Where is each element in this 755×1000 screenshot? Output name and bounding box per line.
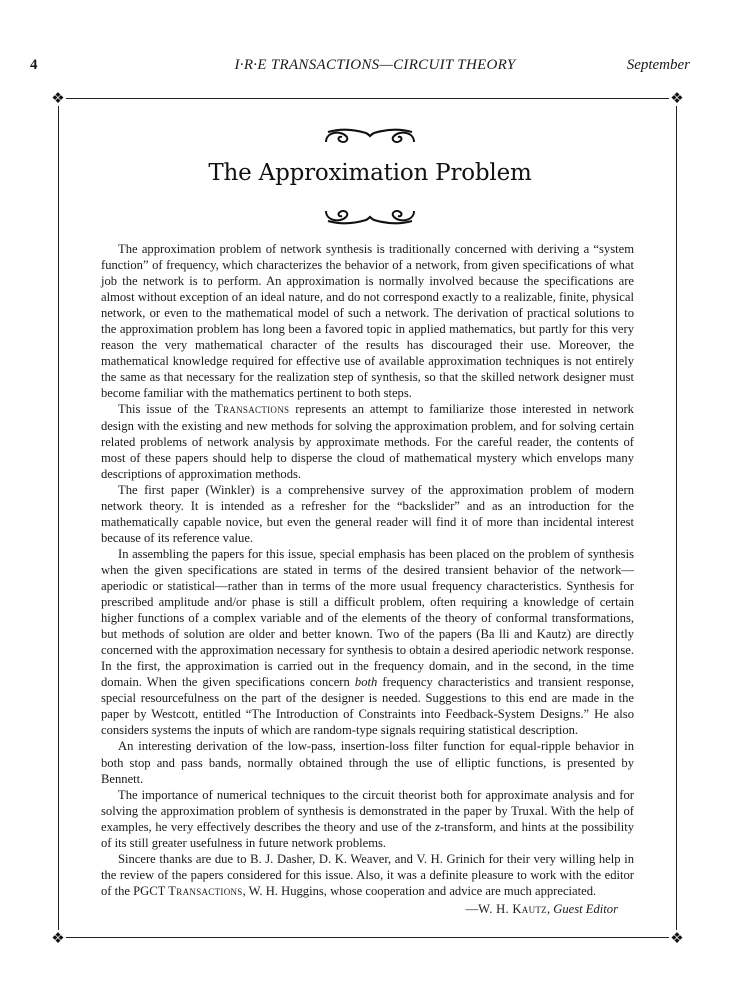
text-segment: frequency characteristics and transient response, special resourcefulness on the part of the designer is needed. Suggestions to this end are made in the paper by Westcott, entitled “The Introduction of Constraints into Feedback-System Designs.” He also considers systems the inputs of which are random-type signals requiring statistical description. [101,675,634,738]
paragraph-intro [101,241,634,401]
journal-name-small-caps: Transactions [215,402,290,417]
paragraph-bennett [101,738,634,786]
journal-name-small-caps: Transactions [168,883,243,898]
scroll-flourish-icon [322,124,418,152]
text-segment: This issue of the [118,402,216,417]
text-segment: An interesting derivation of the low-pass, insertion-loss filter function for equal-ripple behavior in both stop and pass bands, normally obtained through the use of elliptic functions, is presented by Bennett. [101,739,634,786]
paragraph-assembling [101,546,634,739]
article-body [101,241,634,917]
journal-title: I·R·E TRANSACTIONS—CIRCUIT THEORY [234,57,516,73]
text-segment: The first paper (Winkler) is a comprehensive survey of the approximation problem of modern network theory. It is intended as a refresher for the “backslider” and as an introduction for the mathematically capable novice, but even the general reader will find it of more than incidental interest because of its reference value. [101,482,634,545]
emphasis-text: z [434,819,440,834]
signature-dash: — [465,901,479,916]
running-head [30,57,690,77]
paragraph-winkler [101,482,634,546]
text-segment: The importance of numerical techniques to the circuit theorist both for approximate analysis and for solving the approximation problem of synthesis is demonstrated in the paper by Truxal. With the help of examples, he very effectively describes the theory and use of the [101,787,634,834]
article-title: The Approximation Problem [208,160,532,186]
scroll-flourish-icon [322,201,418,229]
text-segment: , W. H. Huggins, whose cooperation and advice are much appreciated. [242,883,597,898]
diamond-flourish-icon: ❖ [51,89,65,107]
text-segment: Sincere thanks are due to B. J. Dasher, D. K. Weaver, and V. H. Grinich for their very willing help in the review of the papers considered for this issue. Also, it was a definite pleasure to work with the editor of the PGCT [101,851,634,898]
text-segment: -transform, and hints at the possibility of its still greater usefulness in future network problems. [101,819,634,850]
emphasis-text: both [354,675,378,690]
paragraph-acknowledgments [101,851,634,899]
text-segment: The approximation problem of network synthesis is traditionally concerned with deriving a “system function” of frequency, which characterizes the behavior of a network, from given specifications of what job the network is to perform. An approximation is normally involved because the specifications are almost without exception of an ideal nature, and do not correspond exactly to a realizable, finite, physical network, or even to the mathematical model of such a network. The derivation of practical solutions to the approximation problem has long been a favored topic in applied mathematics, but partly for this very reason the very mathematical character of the results has discouraged their use. Moreover, the mathematical knowledge required for effective use of available approximation techniques is not entirely the same as that necessary for the realization step of synthesis, so that the skilled network designer must become familiar with the mathematics pertinent to both steps. [101,242,634,401]
diamond-flourish-icon: ❖ [51,929,65,947]
paragraph-issue-purpose [101,401,634,481]
signature-separator: , [546,901,554,916]
paragraph-truxal [101,787,634,851]
page-number: 4 [30,57,38,73]
issue-month: September [626,57,690,73]
editor-name: W. H. Kautz [478,901,547,916]
editor-role: Guest Editor [553,901,618,916]
text-segment: represents an attempt to familiarize those interested in network design with the existing and new methods for solving the approximation problem, and for solving certain related problems of network analysis by approximate methods. For the careful reader, the contents of most of these papers should help to disperse the cloud of mathematical mystery which envelops many descriptions of approximation methods. [101,402,634,481]
diamond-flourish-icon: ❖ [670,929,684,947]
editor-signature [101,901,634,917]
diamond-flourish-icon: ❖ [670,89,684,107]
text-segment: In assembling the papers for this issue, special emphasis has been placed on the problem of synthesis when the given specifications are stated in terms of the desired transient behavior of the network—aperiodic or statistical—rather than in terms of the more usual frequency characteristics. Synthesis for prescribed amplitude and/or phase is still a difficult problem, often requiring a knowledge of certain higher functions of a complex variable and of the elements of the theory of conformal transformations, but methods of solution are older and better known. Two of the papers (Ba lli and Kautz) are directly concerned with the approximation necessary for synthesis to obtain a desired aperiodic network response. In the first, the approximation is carried out in the frequency domain, and in the second, in the time domain. When the given specifications concern [101,546,634,690]
